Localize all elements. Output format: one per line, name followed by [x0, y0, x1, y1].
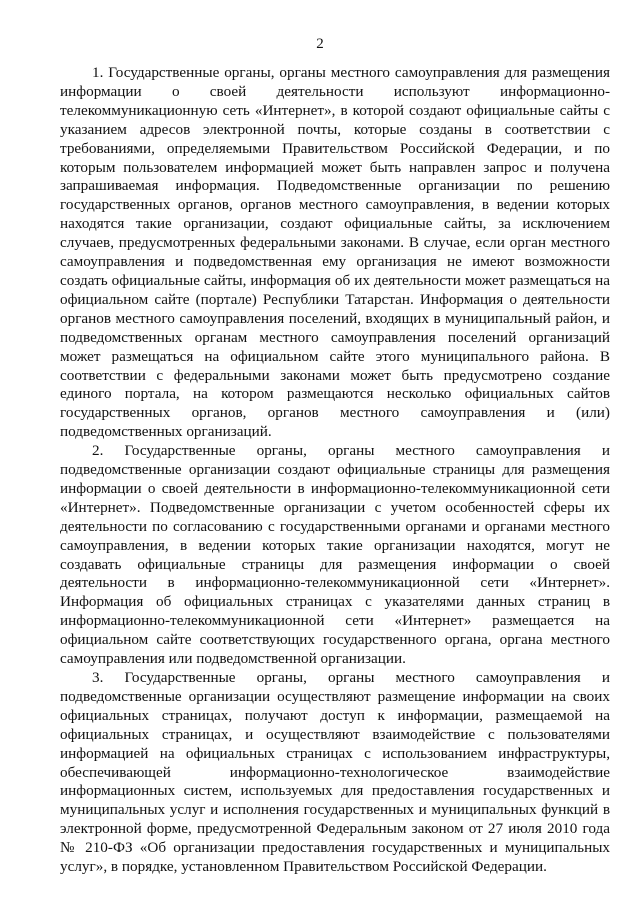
- page-number: 2: [316, 36, 324, 52]
- paragraph-1: 1. Государственные органы, органы местного самоуправления для размещения информации о своей деятельности используют информационно-телекоммуникационную сеть «Интернет», в которой создают официальные сайты с указанием адресов электронной почты, которые созданы в соответствии с требованиями, определяемыми Правительством Российской Федерации, и по которым пользователем информацией может быть направлен запрос и получена запрашиваемая информация. Подведомственные организации по решению государственных органов, органов местного самоуправления, в ведении которых находятся такие организации, создают официальные сайты, за исключением случаев, предусмотренных федеральными законами. В случае, если орган местного самоуправления и подведомственная ему организация не имеют возможности создать официальные сайты, информация об их деятельности может размещаться на официальном сайте (портале) Республики Татарстан. Информация о деятельности органов местного самоуправления поселений, входящих в муниципальный район, и подведомственных органам местного самоуправления поселений организаций может размещаться на официальном сайте этого муниципального района. В соответствии с федеральными законами может быть предусмотрено создание единого портала, на котором размещаются несколько официальных сайтов государственных органов, органов местного самоуправления и (или) подведомственных организаций.: [60, 64, 610, 441]
- document-body: [60, 64, 610, 877]
- paragraph-2: 2. Государственные органы, органы местного самоуправления и подведомственные организации создают официальные страницы для размещения информации о своей деятельности в информационно-телекоммуникационной сети «Интернет». Подведомственные организации с учетом особенностей сферы их деятельности по согласованию с государственными органами и органами местного самоуправления, в ведении которых такие организации находятся, могут не создавать официальные страницы для размещения информации о своей деятельности в информационно-телекоммуникационной сети «Интернет». Информация об официальных страницах с указателями данных страниц в информационно-телекоммуникационной сети «Интернет» размещается на официальном сайте соответствующих государственного органа, органа местного самоуправления или подведомственной организации.: [60, 442, 610, 668]
- paragraph-3: 3. Государственные органы, органы местного самоуправления и подведомственные организации осуществляют размещение информации на своих официальных страницах, получают доступ к информации, размещаемой на официальных страницах, и осуществляют взаимодействие с пользователями информацией на официальных страницах с использованием инфраструктуры, обеспечивающей информационно-технологическое взаимодействие информационных систем, используемых для предоставления государственных и муниципальных услуг и исполнения государственных и муниципальных функций в электронной форме, предусмотренной Федеральным законом от 27 июля 2010 года № 210-ФЗ «Об организации предоставления государственных и муниципальных услуг», в порядке, установленном Правительством Российской Федерации.: [60, 669, 610, 876]
